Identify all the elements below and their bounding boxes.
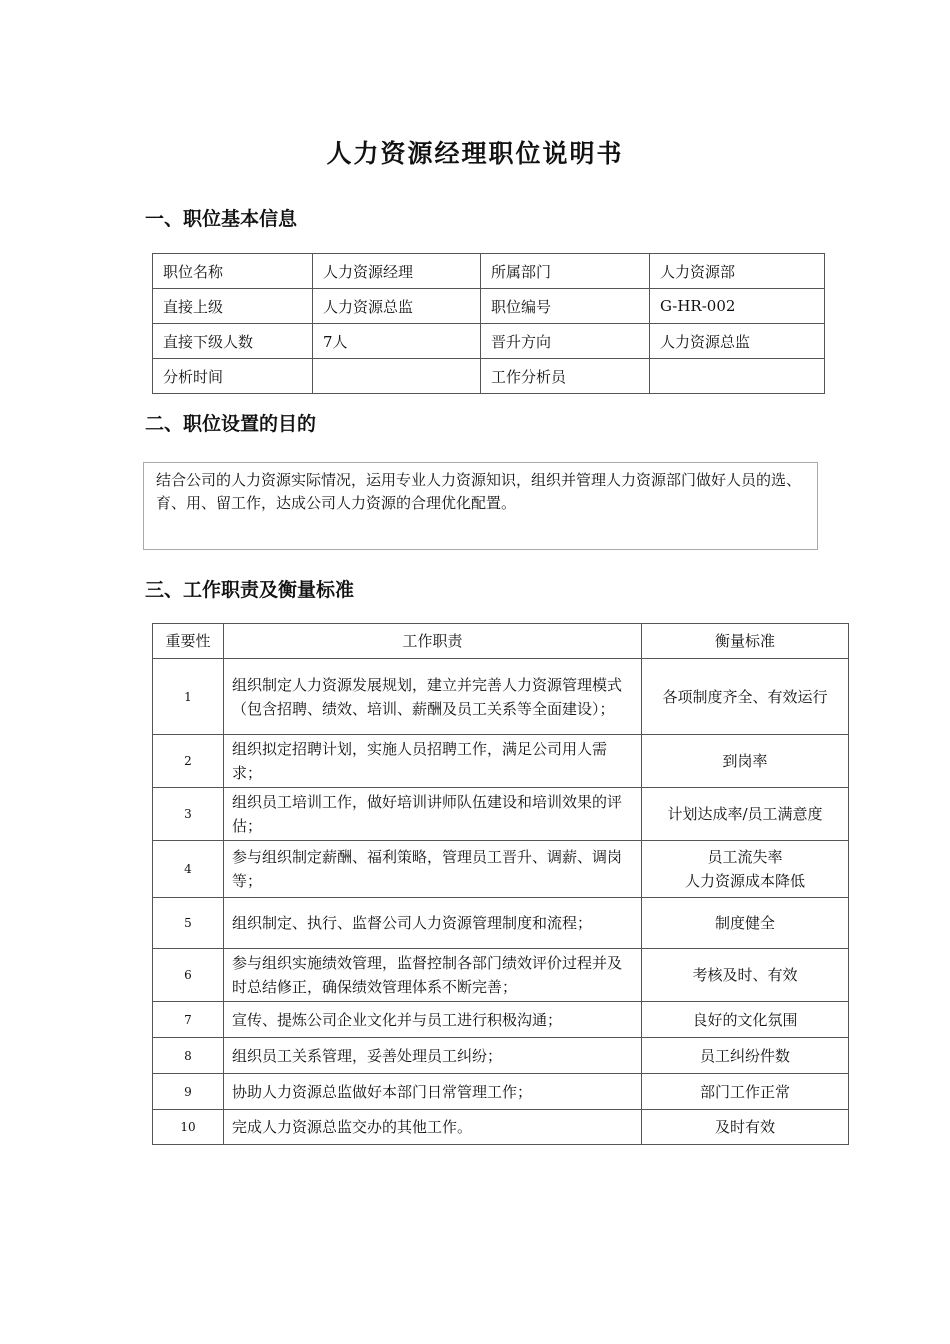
standard-text: 及时有效 [642, 1110, 849, 1145]
table-row [153, 949, 849, 1002]
info-value: 人力资源总监 [313, 289, 481, 324]
section-heading-purpose: 二、职位设置的目的 [145, 413, 317, 435]
row-number: 7 [153, 1002, 224, 1038]
table-row [153, 735, 849, 788]
duty-text: 参与组织制定薪酬、福利策略，管理员工晋升、调薪、调岗等； [224, 841, 642, 898]
standard-text: 制度健全 [642, 898, 849, 949]
standard-text: 到岗率 [642, 735, 849, 788]
info-value: 人力资源总监 [650, 324, 825, 359]
standard-text: 良好的文化氛围 [642, 1002, 849, 1038]
duty-text: 组织员工培训工作，做好培训讲师队伍建设和培训效果的评估； [224, 788, 642, 841]
info-value: 7人 [313, 324, 481, 359]
table-row [153, 841, 849, 898]
info-label: 晋升方向 [481, 324, 650, 359]
info-label: 直接上级 [153, 289, 313, 324]
header-duty: 工作职责 [224, 624, 642, 659]
purpose-text: 结合公司的人力资源实际情况，运用专业人力资源知识，组织并管理人力资源部门做好人员的选、育、用、留工作，达成公司人力资源的合理优化配置。 [143, 462, 818, 550]
standard-text: 员工纠纷件数 [642, 1038, 849, 1074]
table-row [153, 1002, 849, 1038]
section-heading-duties: 三、工作职责及衡量标准 [145, 579, 355, 601]
duty-text: 组织制定、执行、监督公司人力资源管理制度和流程； [224, 898, 642, 949]
info-value: 人力资源部 [650, 254, 825, 289]
info-label: 职位编号 [481, 289, 650, 324]
row-number: 5 [153, 898, 224, 949]
row-number: 1 [153, 659, 224, 735]
row-number: 6 [153, 949, 224, 1002]
table-row [153, 324, 825, 359]
standard-text: 考核及时、有效 [642, 949, 849, 1002]
table-header-row [153, 624, 849, 659]
duty-text: 组织员工关系管理，妥善处理员工纠纷； [224, 1038, 642, 1074]
table-row [153, 359, 825, 394]
duties-table [152, 623, 849, 1145]
info-value: G-HR-002 [650, 289, 825, 324]
table-row [153, 1038, 849, 1074]
row-number: 9 [153, 1074, 224, 1110]
row-number: 3 [153, 788, 224, 841]
info-value [313, 359, 481, 394]
duty-text: 参与组织实施绩效管理，监督控制各部门绩效评价过程并及时总结修正，确保绩效管理体系不断完善； [224, 949, 642, 1002]
table-row [153, 898, 849, 949]
standard-text: 各项制度齐全、有效运行 [642, 659, 849, 735]
duty-text: 完成人力资源总监交办的其他工作。 [224, 1110, 642, 1145]
table-row [153, 659, 849, 735]
table-row [153, 289, 825, 324]
basic-info-table [152, 253, 825, 394]
row-number: 4 [153, 841, 224, 898]
table-row [153, 254, 825, 289]
info-value: 人力资源经理 [313, 254, 481, 289]
row-number: 8 [153, 1038, 224, 1074]
duty-text: 宣传、提炼公司企业文化并与员工进行积极沟通； [224, 1002, 642, 1038]
header-standard: 衡量标准 [642, 624, 849, 659]
document-title: 人力资源经理职位说明书 [326, 139, 624, 168]
table-row [153, 1074, 849, 1110]
info-label: 工作分析员 [481, 359, 650, 394]
standard-text: 计划达成率/员工满意度 [642, 788, 849, 841]
standard-text: 部门工作正常 [642, 1074, 849, 1110]
standard-text: 员工流失率 人力资源成本降低 [642, 841, 849, 898]
info-label: 直接下级人数 [153, 324, 313, 359]
info-label: 所属部门 [481, 254, 650, 289]
duty-text: 组织拟定招聘计划，实施人员招聘工作，满足公司用人需求； [224, 735, 642, 788]
info-label: 分析时间 [153, 359, 313, 394]
table-row [153, 788, 849, 841]
table-row [153, 1110, 849, 1145]
header-importance: 重要性 [153, 624, 224, 659]
info-value [650, 359, 825, 394]
duty-text: 组织制定人力资源发展规划，建立并完善人力资源管理模式（包含招聘、绩效、培训、薪酬及员工关系等全面建设）； [224, 659, 642, 735]
row-number: 10 [153, 1110, 224, 1145]
section-heading-basic-info: 一、职位基本信息 [145, 208, 298, 230]
duty-text: 协助人力资源总监做好本部门日常管理工作； [224, 1074, 642, 1110]
row-number: 2 [153, 735, 224, 788]
info-label: 职位名称 [153, 254, 313, 289]
